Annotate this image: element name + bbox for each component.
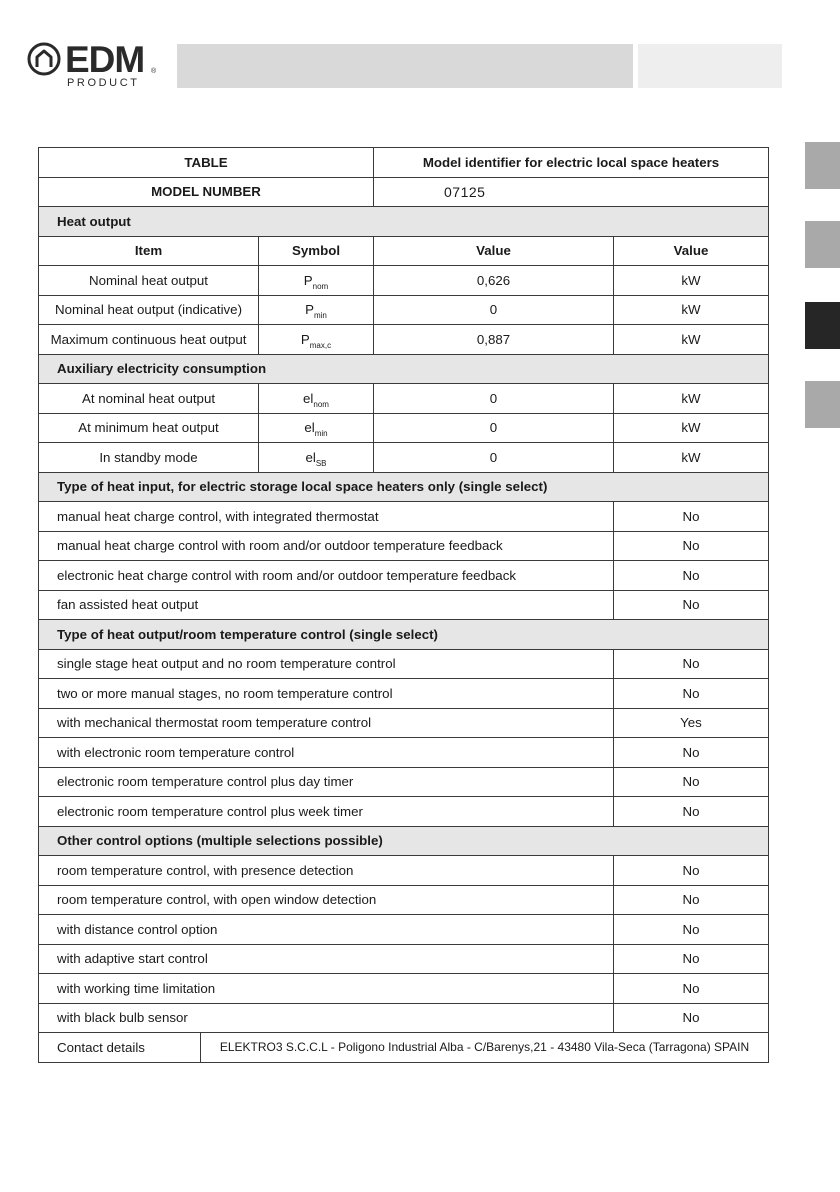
- option-label: room temperature control, with presence detection: [39, 856, 614, 886]
- option-label: with mechanical thermostat room temperature control: [39, 708, 614, 738]
- symbol-subscript: nom: [313, 399, 329, 409]
- table-row: [39, 856, 769, 886]
- section-heading: Auxiliary electricity consumption: [39, 354, 769, 384]
- table-row: [39, 266, 769, 296]
- table-row: [39, 384, 769, 414]
- section-heading: Heat output: [39, 207, 769, 237]
- header-bar-secondary: [638, 44, 782, 88]
- symbol-subscript: SB: [315, 458, 327, 468]
- row-unit: kW: [614, 325, 769, 355]
- side-tab-1: [805, 142, 840, 189]
- option-value: No: [614, 590, 769, 620]
- logo-brand: EDM: [65, 39, 145, 80]
- table-title-label: TABLE: [39, 148, 374, 178]
- section-heat-input: [39, 472, 769, 502]
- section-heat-output: [39, 207, 769, 237]
- symbol-letter: el: [303, 390, 314, 406]
- table-row: [39, 561, 769, 591]
- option-value: No: [614, 531, 769, 561]
- option-label: two or more manual stages, no room temperature control: [39, 679, 614, 709]
- model-row: [39, 177, 769, 207]
- table-row: [39, 944, 769, 974]
- row-symbol: [259, 295, 374, 325]
- logo-registered-mark: ®: [151, 68, 157, 75]
- model-number-value: 07125: [374, 177, 769, 207]
- option-value: No: [614, 885, 769, 915]
- option-label: fan assisted heat output: [39, 590, 614, 620]
- title-row: [39, 148, 769, 178]
- option-value: No: [614, 856, 769, 886]
- symbol-letter: el: [304, 420, 315, 436]
- option-label: manual heat charge control with room and/or outdoor temperature feedback: [39, 531, 614, 561]
- side-tab-4: [805, 381, 840, 428]
- row-value: 0: [374, 384, 614, 414]
- row-unit: kW: [614, 443, 769, 473]
- side-tab-2: [805, 221, 840, 268]
- side-tab-3-active: [805, 302, 840, 349]
- row-value: 0,887: [374, 325, 614, 355]
- option-value: No: [614, 767, 769, 797]
- symbol-subscript: nom: [312, 281, 329, 291]
- table-row: [39, 502, 769, 532]
- option-value: No: [614, 915, 769, 945]
- row-item: At nominal heat output: [39, 384, 259, 414]
- row-symbol: [259, 266, 374, 296]
- option-value: No: [614, 974, 769, 1004]
- table-row: [39, 413, 769, 443]
- table-row: [39, 767, 769, 797]
- option-value: No: [614, 797, 769, 827]
- section-other-controls: [39, 826, 769, 856]
- row-unit: kW: [614, 266, 769, 296]
- table-row: [39, 1003, 769, 1033]
- column-header-row: [39, 236, 769, 266]
- symbol-letter: P: [300, 331, 310, 347]
- table-row: [39, 885, 769, 915]
- option-value: No: [614, 944, 769, 974]
- option-value: No: [614, 679, 769, 709]
- option-value: No: [614, 738, 769, 768]
- row-value: 0: [374, 295, 614, 325]
- table-title-value: Model identifier for electric local space heaters: [374, 148, 769, 178]
- section-room-control: [39, 620, 769, 650]
- table-row: [39, 738, 769, 768]
- section-heading: Type of heat output/room temperature control (single select): [39, 620, 769, 650]
- table-row: [39, 295, 769, 325]
- row-unit: kW: [614, 384, 769, 414]
- table-row: [39, 590, 769, 620]
- contact-label: Contact details: [39, 1033, 201, 1063]
- header-bar: [177, 44, 633, 88]
- option-label: with black bulb sensor: [39, 1003, 614, 1033]
- row-item: At minimum heat output: [39, 413, 259, 443]
- house-logo-icon: [27, 42, 61, 76]
- contact-value: ELEKTRO3 S.C.C.L - Poligono Industrial Alba - C/Barenys,21 - 43480 Vila-Seca (Tarragona) SPAIN: [201, 1033, 769, 1063]
- table-row: [39, 708, 769, 738]
- row-unit: kW: [614, 295, 769, 325]
- option-label: with adaptive start control: [39, 944, 614, 974]
- option-label: room temperature control, with open window detection: [39, 885, 614, 915]
- table-row: [39, 531, 769, 561]
- ecodesign-table: [38, 147, 769, 1063]
- option-value: No: [614, 561, 769, 591]
- symbol-subscript: min: [314, 429, 328, 439]
- header-unit: Value: [614, 236, 769, 266]
- row-symbol: [259, 443, 374, 473]
- option-value: No: [614, 502, 769, 532]
- contact-row: [39, 1033, 769, 1063]
- section-heading: Other control options (multiple selections possible): [39, 826, 769, 856]
- row-symbol: [259, 384, 374, 414]
- row-value: 0,626: [374, 266, 614, 296]
- header-item: Item: [39, 236, 259, 266]
- row-symbol: [259, 325, 374, 355]
- option-label: with electronic room temperature control: [39, 738, 614, 768]
- option-label: electronic room temperature control plus week timer: [39, 797, 614, 827]
- table-row: [39, 443, 769, 473]
- symbol-subscript: max,c: [309, 340, 332, 350]
- option-label: with working time limitation: [39, 974, 614, 1004]
- symbol-letter: P: [303, 272, 313, 288]
- section-heading: Type of heat input, for electric storage local space heaters only (single select): [39, 472, 769, 502]
- symbol-letter: el: [305, 449, 316, 465]
- table-row: [39, 915, 769, 945]
- row-item: Nominal heat output (indicative): [39, 295, 259, 325]
- model-number-label: MODEL NUMBER: [39, 177, 374, 207]
- row-item: In standby mode: [39, 443, 259, 473]
- logo-tagline: PRODUCT: [67, 77, 140, 89]
- section-auxiliary: [39, 354, 769, 384]
- table-row: [39, 797, 769, 827]
- option-label: manual heat charge control, with integrated thermostat: [39, 502, 614, 532]
- option-label: electronic room temperature control plus day timer: [39, 767, 614, 797]
- row-item: Maximum continuous heat output: [39, 325, 259, 355]
- option-label: single stage heat output and no room temperature control: [39, 649, 614, 679]
- option-label: with distance control option: [39, 915, 614, 945]
- header-value: Value: [374, 236, 614, 266]
- symbol-letter: P: [305, 302, 314, 318]
- table-row: [39, 649, 769, 679]
- header-symbol: Symbol: [259, 236, 374, 266]
- table-row: [39, 679, 769, 709]
- row-symbol: [259, 413, 374, 443]
- option-label: electronic heat charge control with room and/or outdoor temperature feedback: [39, 561, 614, 591]
- edm-logo: [27, 40, 162, 92]
- row-item: Nominal heat output: [39, 266, 259, 296]
- option-value: No: [614, 649, 769, 679]
- row-value: 0: [374, 443, 614, 473]
- row-value: 0: [374, 413, 614, 443]
- table-row: [39, 325, 769, 355]
- row-unit: kW: [614, 413, 769, 443]
- table-row: [39, 974, 769, 1004]
- option-value: Yes: [614, 708, 769, 738]
- symbol-subscript: min: [313, 311, 327, 321]
- option-value: No: [614, 1003, 769, 1033]
